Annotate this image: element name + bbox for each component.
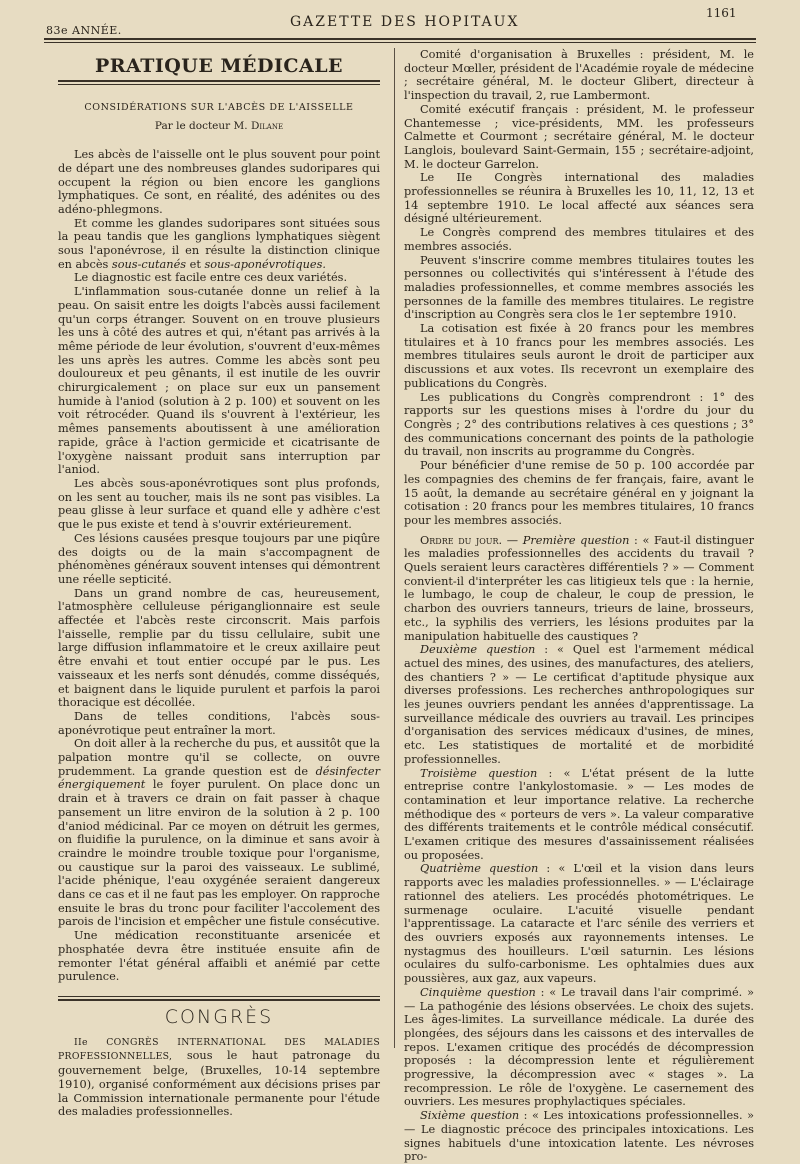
right-column xyxy=(404,48,754,1164)
paragraph: Ordre du jour. — Première question : « Faut-il distinguer les maladies professionnelles des accidents du travail ? Quels seraient leurs caractères différentiels ? » — Comment convient-il d'interpréter les cas litigieux tels que : la hernie, le lumbago, le coup de chaleur, le coup de pression, le charbon des ouvriers tanneurs, trieurs de laine, brosseurs, etc., la syphilis des verriers, les lésions produites par la manipulation habituelle des caustiques ? xyxy=(404,533,754,643)
paragraph: Le Congrès comprend des membres titulaires et des membres associés. xyxy=(404,226,754,253)
paragraph: IIe CONGRÈS INTERNATIONAL DES MALADIES PROFESSIONNELLES, sous le haut patronage du gouvernement belge, (Bruxelles, 10-14 septembre 1910), organisé conformément aux décisions prises par la Commission internationale permanente pour l'étude des maladies professionnelles. xyxy=(58,1036,380,1119)
journal-title: GAZETTE DES HOPITAUX xyxy=(290,14,520,30)
paragraph: Les publications du Congrès comprendront : 1° des rapports sur les questions mises à l'ordre du jour du Congrès ; 2° des contributions relatives à ces questions ; 3° des communications concernant des points de la pathologie du travail, non inscrits au programme du Congrès. xyxy=(404,390,754,459)
paragraph: Sixième question : « Les intoxications professionnelles. » — Le diagnostic précoce des principales intoxications. Les signes habituels d'une intoxication latente. Les névroses pro- xyxy=(404,1109,754,1164)
congress-name: IIe CONGRÈS INTERNATIONAL DES MALADIES PROFESSIONNELLES, xyxy=(58,1036,380,1063)
paragraph: Le diagnostic est facile entre ces deux variétés. xyxy=(74,271,348,285)
page-number: 1161 xyxy=(706,6,737,20)
paragraph: Le IIe Congrès international des maladies professionnelles se réunira à Bruxelles les 10, 11, 12, 13 et 14 septembre 1910. Le local affecté aux séances sera désigné ultérieurement. xyxy=(404,171,754,226)
paragraph: Les abcès de l'aisselle ont le plus souvent pour point de départ une des nombreuses glandes sudoripares qui occupent la région ou bien encore les ganglions lymphatiques. Ce sont, en réalité, des adénites ou des adéno-phlegmons. xyxy=(58,148,380,216)
paragraph: Comité exécutif français : président, M. le professeur Chantemesse ; vice-présidents, MM. les professeurs Calmette et Courmont ; secrétaire général, M. le docteur Langlois, boulevard Saint-Germain, 155 ; secrétaire-adjoint, M. le docteur Garrelon. xyxy=(404,102,754,171)
left-column xyxy=(58,56,380,1119)
section-title-pratique: PRATIQUE MÉDICALE xyxy=(94,55,344,77)
section-separator xyxy=(58,996,380,1001)
section-title-congres: CONGRÈS xyxy=(164,1006,274,1028)
paragraph: Une médication reconstituante arsenicée et phosphatée devra être instituée ensuite afin de remonter l'état général affaibli et anémié par cette purulence. xyxy=(58,929,380,984)
paragraph: Ces lésions causées presque toujours par une piqûre des doigts ou de la main s'accompagnent de phénomènes généraux souvent intenses qui démontrent une réelle septicité. xyxy=(58,531,380,586)
paragraph: Deuxième question : « Quel est l'armement médical actuel des mines, des usines, des manufactures, des ateliers, des chantiers ? » — Le certificat d'aptitude physique aux diverses professions. Les recherches anthropologiques sur les jeunes ouvriers pendant les années d'apprentissage. La surveillance médicale des ouvriers au travail. Les principes d'organisation des services médicaux d'usines, de mines, etc. Les statistiques de mortalité et de morbidité professionnelles. xyxy=(404,643,754,766)
byline-author: Dilane xyxy=(250,120,284,133)
paragraph: On doit aller à la recherche du pus, et aussitôt que la palpation montre qu'il se collecte, on ouvre prudemment. La grande question est de désinfecter énergiquement le foyer purulent. On place donc un drain et à travers ce drain on fait passer à chaque pansement un litre environ de la solution à 2 p. 100 d'aniod médicinal. Par ce moyen on détruit les germes, on fluidifie la purulence, on la diminue et sans avoir à craindre le moindre trouble toxique pour l'organisme, ou caustique sur la paroi des vaisseaux. Le sublimé, l'acide phénique, l'eau oxygénée seraient dangereux dans ce cas et il ne faut pas les employer. On rapproche ensuite le bras du tronc pour faciliter l'accolement des parois de l'incision et empêcher une fistule consécutive. xyxy=(58,737,380,929)
paragraph: Quatrième question : « L'œil et la vision dans leurs rapports avec les maladies professionnelles. » — L'éclairage rationnel des ateliers. Les procédés photométriques. Le surmenage oculaire. L'acuité visuelle pendant l'apprentissage. La cataracte et l'arc sénile des verriers et des ouvriers exposés aux rayonnements intenses. Le nystagmus des houilleurs. L'œil saturnin. Les lésions oculaires du sulfo-carbonisme. Les ophtalmies dues aux poussières, aux gaz, aux vapeurs. xyxy=(404,862,754,986)
header-rule xyxy=(44,38,756,40)
byline-prefix: Par le docteur M. xyxy=(154,120,248,133)
paragraph: Comité d'organisation à Bruxelles : président, M. le docteur Mœller, président de l'Académie royale de médecine ; secrétaire général, M. le docteur Glibert, directeur à l'inspection du travail, 2, rue Lambermont. xyxy=(404,48,754,103)
article-byline xyxy=(58,120,380,134)
header-rule-thin xyxy=(44,42,756,43)
paragraph: Troisième question : « L'état présent de la lutte entreprise contre l'ankylostomasie. » — Les modes de contamination et leur importance relative. La recherche méthodique des « porteurs de vers ». La valeur comparative des différents traitements et le contrôle médical consécutif. L'examen critique des mesures d'assainissement réalisées ou proposées. xyxy=(404,766,754,862)
paragraph: Peuvent s'inscrire comme membres titulaires toutes les personnes ou collectivités qui s'intéressent à l'étude des maladies professionnelles, et comme membres associés les personnes de la famille des membres titulaires. Le registre d'inscription au Congrès sera clos le 1er septembre 1910. xyxy=(404,253,754,322)
section-title-rules xyxy=(58,80,380,85)
paragraph: Et comme les glandes sudoripares sont situées sous la peau tandis que les ganglions lymphatiques siègent sous l'aponévrose, il en résulte la distinction clinique en abcès sous-cutanés et sous-aponévrotiques. xyxy=(58,216,380,271)
paragraph: Pour bénéficier d'une remise de 50 p. 100 accordée par les compagnies des chemins de fer français, faire, avant le 15 août, la demande au secrétaire général en y joignant la cotisation : 20 francs pour les membres titulaires, 10 francs pour les membres associés. xyxy=(404,459,754,527)
paragraph: La cotisation est fixée à 20 francs pour les membres titulaires et à 10 francs pour les membres associés. Les membres titulaires seuls auront le droit de participer aux discussions et aux votes. Ils recevront un exemplaire des publications du Congrès. xyxy=(404,322,754,390)
issue-year: 83e ANNÉE. xyxy=(46,24,122,37)
paragraph: L'inflammation sous-cutanée donne un relief à la peau. On saisit entre les doigts l'abcès aussi facilement qu'un corps étranger. Souvent on en trouve plusieurs les uns à côté des autres et qui, n'étant pas arrivés à la même période de leur évolution, s'ouvrent d'eux-mêmes les uns après les autres. Comme les abcès sont peu douloureux et peu gênants, il est inutile de les ouvrir chirurgicalement ; on place sur eux un pansement humide à l'aniod (solution à 2 p. 100) et souvent on les voit rétrocéder. Quand ils s'ouvrent à l'extérieur, les mêmes pansements aboutissent à une amélioration rapide, grâce à l'action germicide et cicatrisante de l'oxygène naissant produit sans interruption par l'aniod. xyxy=(58,285,380,477)
paragraph: Dans de telles conditions, l'abcès sous-aponévrotique peut entraîner la mort. xyxy=(58,709,380,737)
paragraph: Cinquième question : « Le travail dans l'air comprimé. » — La pathogénie des lésions observées. Le choix des sujets. Les âges-limites. La surveillance médicale. La durée des plongées, des séjours dans les caissons et des intervalles de repos. L'examen critique des procédés de décompression proposés : la décompression lente et régulièrement progressive, la décompression avec « stages ». La recompression. Le rôle de l'oxygène. Le casernement des ouvriers. Les mesures prophylactiques spéciales. xyxy=(404,985,754,1109)
paragraph: Les abcès sous-aponévrotiques sont plus profonds, on les sent au toucher, mais ils ne sont pas visibles. La peau glisse à leur surface et quand elle y adhère c'est que le pus existe et tend à s'ouvrir extérieurement. xyxy=(58,476,380,532)
column-divider xyxy=(394,48,395,1048)
article-title: CONSIDÉRATIONS SUR L'ABCÈS DE L'AISSELLE xyxy=(84,101,354,113)
paragraph: Dans un grand nombre de cas, heureusement, l'atmosphère celluleuse périganglionnaire est seule affectée et l'abcès reste circonscrit. Mais parfois l'aisselle, remplie par du tissu cellulaire, subit une large diffusion inflammatoire et le creux axillaire peut être envahi et tout entier occupé par le pus. Les vaisseaux et les nerfs sont dénudés, comme disséqués, et baignent dans le liquide purulent et parfois la paroi thoracique est décollée. xyxy=(58,586,380,710)
